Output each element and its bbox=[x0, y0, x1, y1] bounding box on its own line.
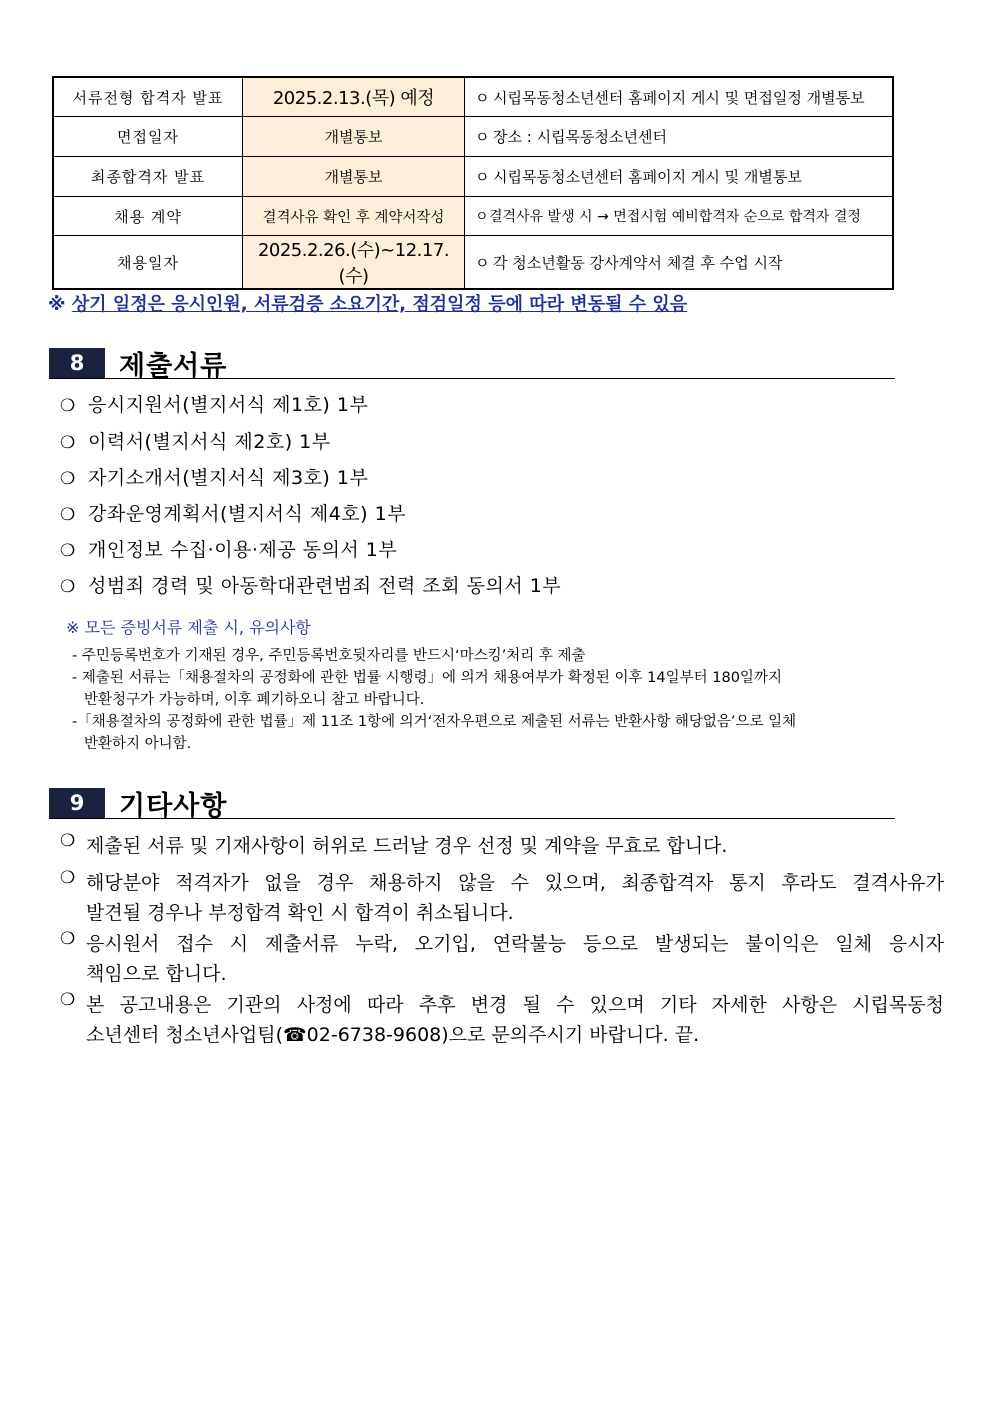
document-note-heading: ※ 모든 증빙서류 제출 시, 유의사항 bbox=[66, 618, 311, 637]
document-item-text: 응시지원서(별지서식 제1호) 1부 bbox=[88, 394, 369, 416]
document-item-text: 강좌운영계획서(별지서식 제4호) 1부 bbox=[88, 503, 407, 525]
bullet-icon: ❍ bbox=[60, 831, 76, 851]
document-item bbox=[60, 571, 561, 598]
schedule-note-text: 장소 : 시립목동청소년센터 bbox=[493, 128, 667, 146]
schedule-row bbox=[53, 197, 893, 236]
document-note-line: -「채용절차의 공정화에 관한 법률」제 11조 1항에 의거‘전자우편으로 제출된 서류는 반환사항 해당없음’으로 일체 bbox=[72, 714, 797, 730]
schedule-label: 면접일자 bbox=[53, 117, 243, 157]
bullet-icon: ㅇ bbox=[475, 253, 490, 272]
bullet-icon: ❍ bbox=[60, 433, 76, 453]
schedule-note-text: 시립목동청소년센터 홈페이지 게시 및 면접일정 개별통보 bbox=[493, 88, 865, 107]
document-item-text: 성범죄 경력 및 아동학대관련범죄 전력 조회 동의서 1부 bbox=[88, 575, 562, 597]
schedule-row bbox=[53, 77, 893, 117]
schedule-date: 2025.2.13.(목) 예정 bbox=[243, 77, 465, 117]
bullet-icon: ㅇ bbox=[475, 168, 490, 186]
section-number: 8 bbox=[49, 348, 105, 378]
etc-item-text: 제출된 서류 및 기재사항이 허위로 드러날 경우 선정 및 계약을 무효로 합니다. bbox=[86, 835, 728, 857]
document-note-line: 반환청구가 가능하며, 이후 폐기하오니 참고 바랍니다. bbox=[84, 692, 425, 708]
document-item-text: 자기소개서(별지서식 제3호) 1부 bbox=[88, 467, 369, 489]
etc-item-text-cont: 책임으로 합니다. bbox=[86, 963, 227, 985]
schedule-date: 2025.2.26.(수)~12.17.(수) bbox=[243, 236, 465, 290]
schedule-note bbox=[465, 197, 894, 236]
document-item bbox=[60, 390, 368, 417]
schedule-date: 개별통보 bbox=[243, 117, 465, 157]
document-item bbox=[60, 463, 368, 490]
bullet-icon: ㅇ bbox=[475, 128, 490, 146]
notice-mark: ※ bbox=[48, 294, 66, 315]
etc-item-text: 해당분야 적격자가 없을 경우 채용하지 않을 수 있으며, 최종합격자 통지 후라도 결격사유가 bbox=[86, 872, 944, 894]
schedule-row bbox=[53, 117, 893, 157]
section-title: 제출서류 bbox=[119, 351, 228, 382]
schedule-note-text: 시립목동청소년센터 홈페이지 게시 및 개별통보 bbox=[493, 168, 802, 186]
document-item-text: 개인정보 수집·이용·제공 동의서 1부 bbox=[88, 539, 398, 561]
schedule-note-text: 결격사유 발생 시 → 면접시험 예비합격자 순으로 합격자 결정 bbox=[489, 209, 861, 225]
schedule-note bbox=[465, 77, 894, 117]
schedule-row bbox=[53, 157, 893, 197]
notice-text: 상기 일정은 응시인원, 서류검증 소요기간, 점검일정 등에 따라 변동될 수 있음 bbox=[71, 294, 688, 315]
document-item bbox=[60, 535, 397, 562]
section-title: 기타사항 bbox=[119, 791, 228, 822]
schedule-table bbox=[52, 76, 894, 290]
document-item bbox=[60, 427, 331, 454]
document-item bbox=[60, 499, 406, 526]
bullet-icon: ㅇ bbox=[475, 209, 489, 225]
document-note-line: - 주민등록번호가 기재된 경우, 주민등록번호뒷자리를 반드시‘마스킹’처리 후 제출 bbox=[72, 648, 586, 664]
bullet-icon: ❍ bbox=[60, 541, 76, 561]
schedule-label: 채용 계약 bbox=[53, 197, 243, 236]
schedule-note bbox=[465, 157, 894, 197]
document-item-text: 이력서(별지서식 제2호) 1부 bbox=[88, 431, 331, 453]
bullet-icon: ㅇ bbox=[475, 88, 490, 107]
bullet-icon: ❍ bbox=[60, 469, 76, 489]
schedule-note bbox=[465, 236, 894, 290]
section-number: 9 bbox=[49, 788, 105, 818]
document-note-line: 반환하지 아니함. bbox=[84, 736, 192, 752]
section-header-documents bbox=[49, 348, 895, 382]
schedule-label: 채용일자 bbox=[53, 236, 243, 290]
bullet-icon: ❍ bbox=[60, 990, 76, 1010]
bullet-icon: ❍ bbox=[60, 505, 76, 525]
section-header-etc bbox=[49, 788, 895, 822]
etc-item-text: 본 공고내용은 기관의 사정에 따라 추후 변경 될 수 있으며 기타 자세한 사항은 시립목동청 bbox=[86, 994, 944, 1016]
etc-item-text-cont: 발견될 경우나 부정합격 확인 시 합격이 취소됩니다. bbox=[86, 902, 514, 924]
schedule-label: 서류전형 합격자 발표 bbox=[53, 77, 243, 117]
schedule-note-text: 각 청소년활동 강사계약서 체결 후 수업 시작 bbox=[493, 253, 783, 272]
schedule-date: 개별통보 bbox=[243, 157, 465, 197]
bullet-icon: ❍ bbox=[60, 577, 76, 597]
schedule-date: 결격사유 확인 후 계약서작성 bbox=[243, 197, 465, 236]
schedule-row bbox=[53, 236, 893, 290]
document-note-line: - 제출된 서류는「채용절차의 공정화에 관한 법률 시행령」에 의거 채용여부가 확정된 이후 14일부터 180일까지 bbox=[72, 670, 782, 686]
bullet-icon: ❍ bbox=[60, 868, 76, 888]
schedule-label: 최종합격자 발표 bbox=[53, 157, 243, 197]
bullet-icon: ❍ bbox=[60, 929, 76, 949]
schedule-notice bbox=[48, 290, 687, 316]
bullet-icon: ❍ bbox=[60, 396, 76, 416]
etc-item-text-cont: 소년센터 청소년사업팀(☎02-6738-9608)으로 문의주시기 바랍니다. 끝. bbox=[86, 1024, 700, 1046]
schedule-note bbox=[465, 117, 894, 157]
etc-item-text: 응시원서 접수 시 제출서류 누락, 오기입, 연락불능 등으로 발생되는 불이익은 일체 응시자 bbox=[86, 933, 944, 955]
